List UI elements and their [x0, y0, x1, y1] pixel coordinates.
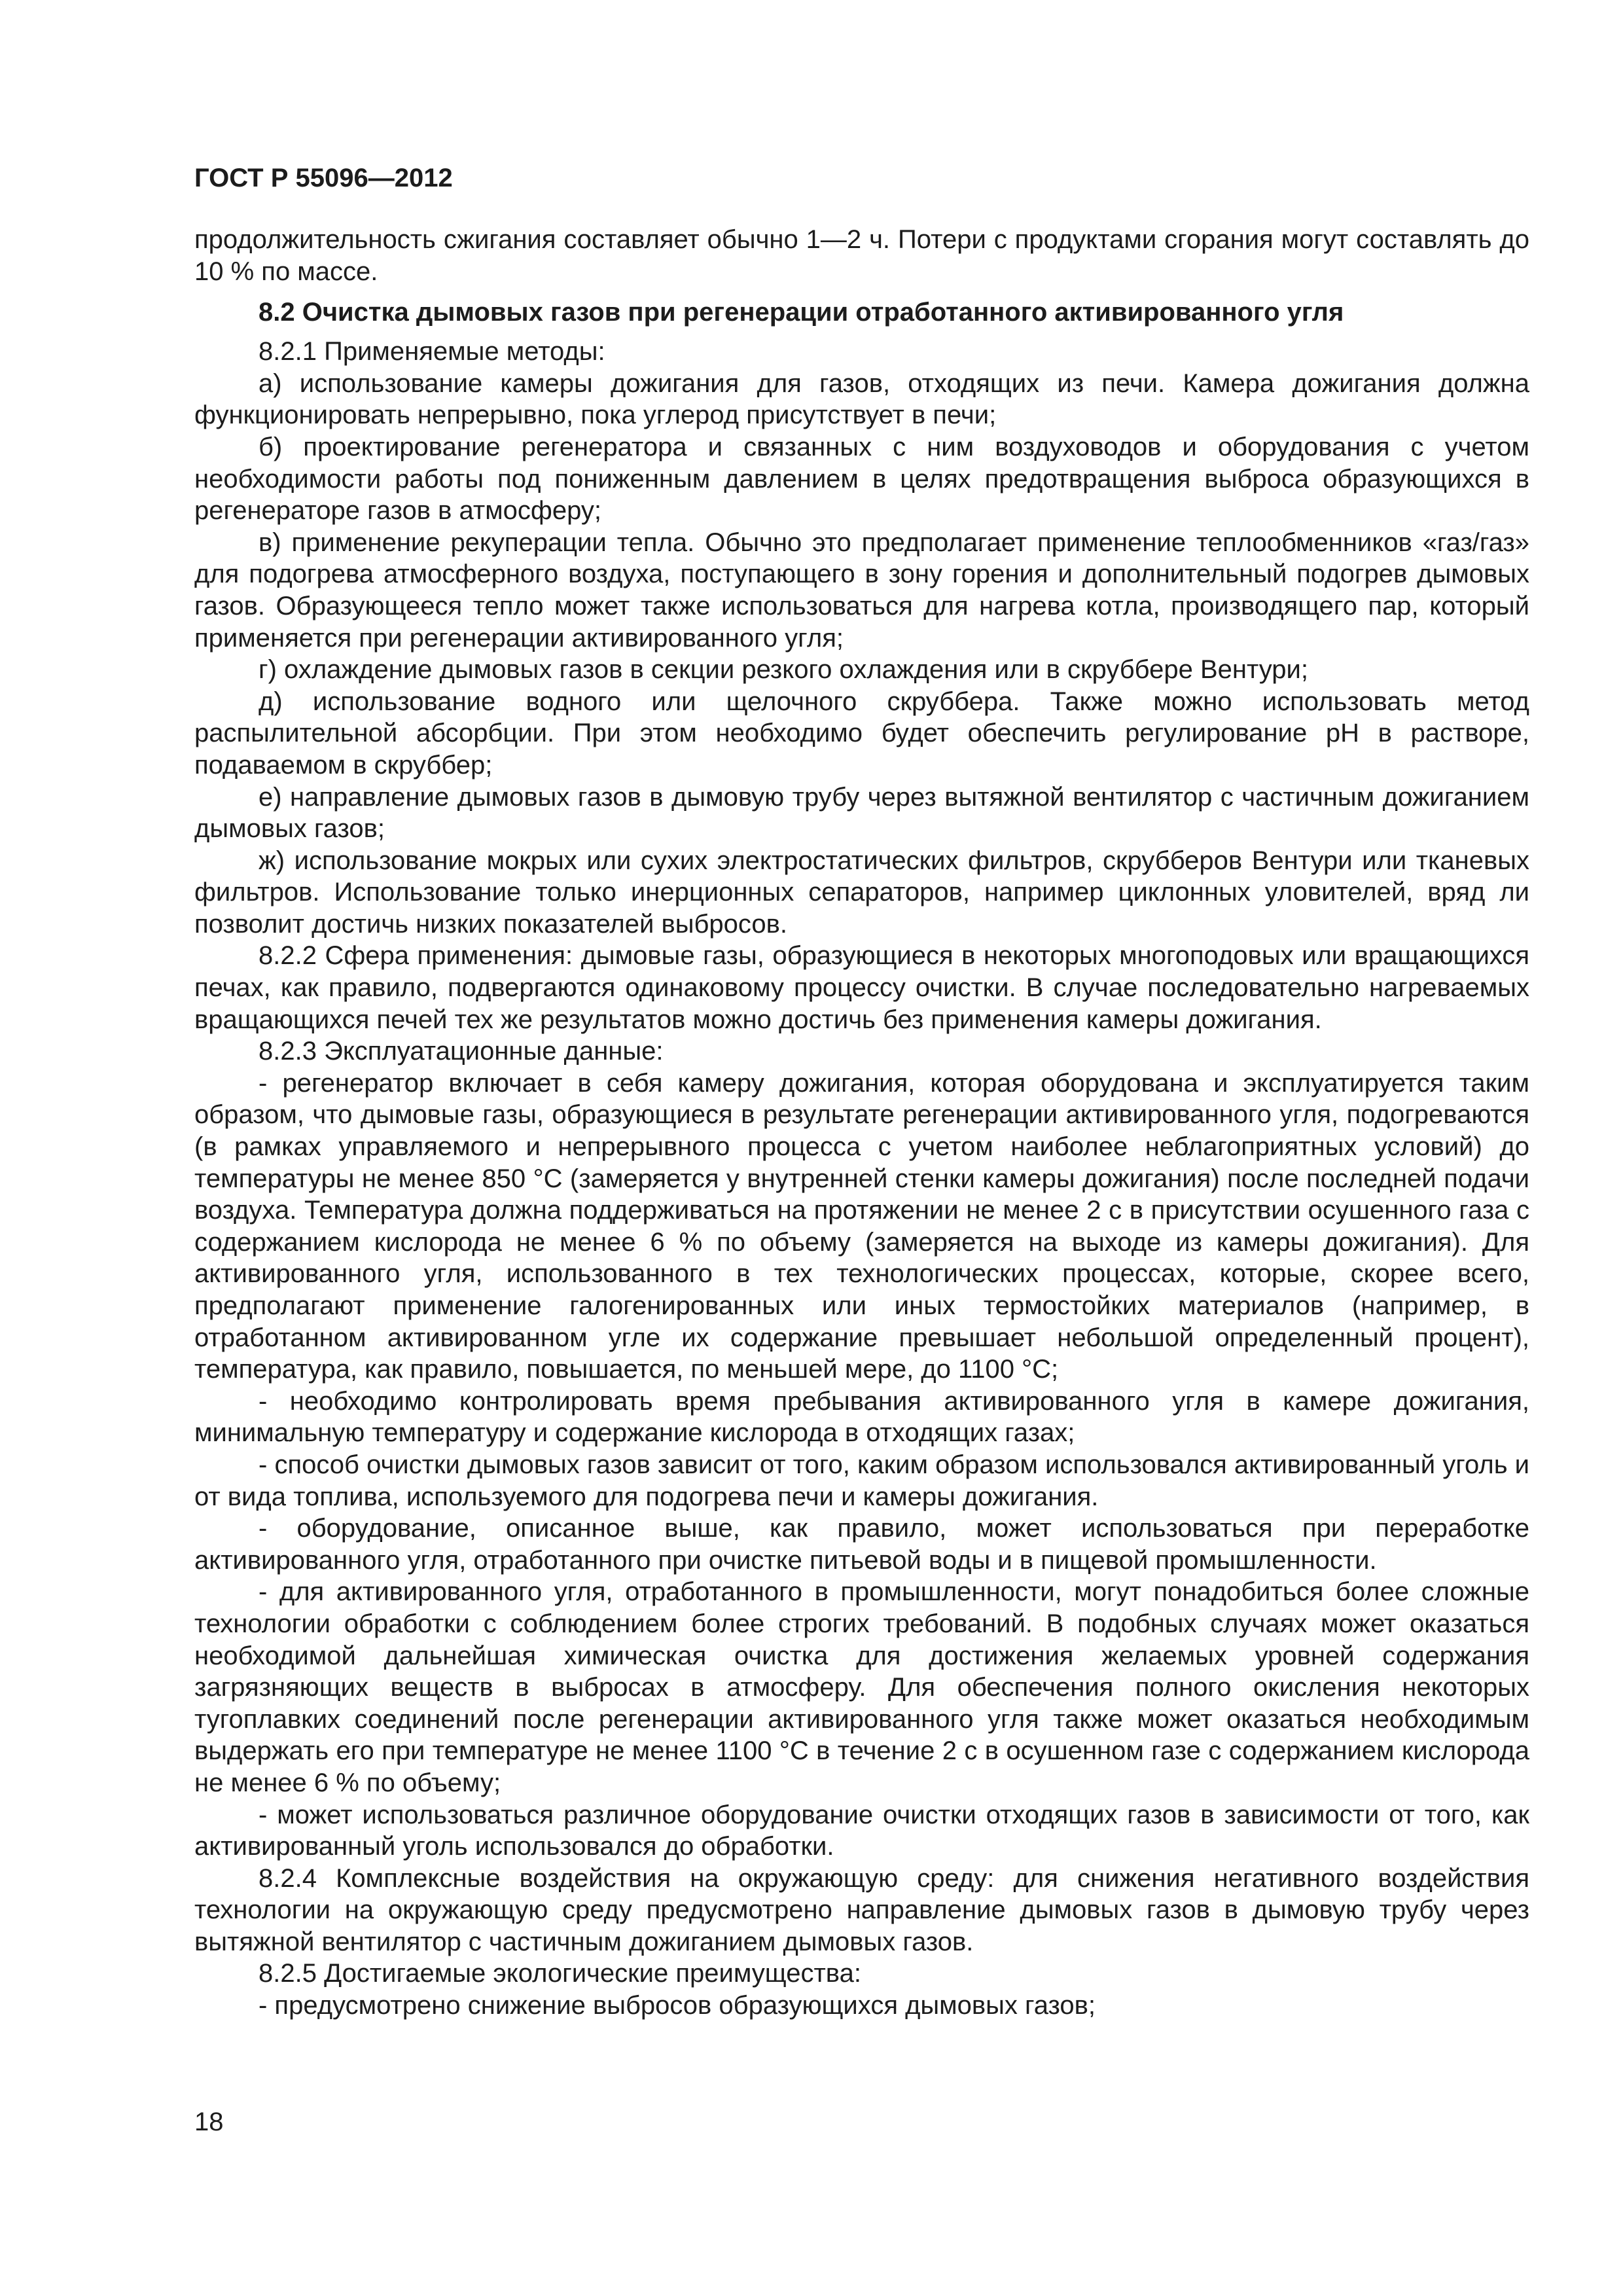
paragraph: 8.2.5 Достигаемые экологические преимущества:: [259, 1959, 861, 1988]
paragraph: - предусмотрено снижение выбросов образующихся дымовых газов;: [259, 1991, 1096, 2020]
paragraph: - способ очистки дымовых газов зависит от того, каким образом использовался активированный уголь и от вида топлива, используемого для подогрева печи и камеры дожигания.: [194, 1450, 1529, 1511]
paragraph: г) охлаждение дымовых газов в секции резкого охлаждения или в скруббере Вентури;: [259, 655, 1308, 685]
paragraph: а) использование камеры дожигания для газов, отходящих из печи. Камера дожигания должна функционировать непрерывно, пока углерод присутствует в печи;: [194, 368, 1529, 430]
paragraph: б) проектирование регенератора и связанных с ним воздуховодов и оборудования с учетом необходимости работы под пониженным давлением в целях предотвращения выброса образующихся в регенераторе газов в атмосферу;: [194, 432, 1529, 526]
paragraph: - необходимо контролировать время пребывания активированного угля в камере дожигания, минимальную температуру и содержание кислорода в отходящих газах;: [194, 1386, 1529, 1448]
paragraph: в) применение рекуперации тепла. Обычно это предполагает применение теплообменников «газ/газ» для подогрева атмосферного воздуха, поступающего в зону горения и дополнительный подогрев дымовых газов. Образующееся тепло может также использоваться для нагрева котла, производящего пар, который применяется при регенерации активированного угля;: [194, 528, 1529, 653]
paragraph: 8.2.1 Применяемые методы:: [259, 337, 605, 367]
paragraph: ж) использование мокрых или сухих электростатических фильтров, скрубберов Вентури или тканевых фильтров. Использование только инерционных сепараторов, например циклонных уловителей, вряд ли позволит достичь низких показателей выбросов.: [194, 846, 1529, 939]
paragraph: 8.2.2 Сфера применения: дымовые газы, образующиеся в некоторых многоподовых или вращающихся печах, как правило, подвергаются одинаковому процессу очистки. В случае последовательно нагреваемых вращающихся печей тех же результатов можно достичь без применения камеры дожигания.: [194, 941, 1529, 1034]
document-header: ГОСТ Р 55096—2012: [194, 164, 453, 192]
document-body: [194, 224, 1529, 2022]
page-number: 18: [194, 2108, 224, 2136]
paragraph: - может использоваться различное оборудование очистки отходящих газов в зависимости от того, как активированный уголь использовался до обработки.: [194, 1800, 1529, 1861]
paragraph-continuation: продолжительность сжигания составляет обычно 1—2 ч. Потери с продуктами сгорания могут составлять до 10 % по массе.: [194, 225, 1529, 286]
paragraph: - регенератор включает в себя камеру дожигания, которая оборудована и эксплуатируется таким образом, что дымовые газы, образующиеся в результате регенерации активированного угля, подогреваются (в рамках управляемого и непрерывного процесса с учетом наиболее неблагоприятных условий) до температуры не менее 850 °С (замеряется у внутренней стенки камеры дожигания) после последней подачи воздуха. Температура должна поддерживаться на протяжении не менее 2 с в присутствии осушенного газа с содержанием кислорода не менее 6 % по объему (замеряется на выходе из камеры дожигания). Для активированного угля, использованного в тех технологических процессах, которые, скорее всего, предполагают применение галогенированных или иных термостойких материалов (например, в отработанном активированном угле их содержание превышает небольшой определенный процент), температура, как правило, повышается, по меньшей мере, до 1100 °С;: [194, 1068, 1529, 1384]
paragraph: 8.2.4 Комплексные воздействия на окружающую среду: для снижения негативного воздействия технологии на окружающую среду предусмотрено направление дымовых газов в дымовую трубу через вытяжной вентилятор с частичным дожиганием дымовых газов.: [194, 1863, 1529, 1956]
paragraph: д) использование водного или щелочного скруббера. Также можно использовать метод распылительной абсорбции. При этом необходимо будет обеспечить регулирование pH в растворе, подаваемом в скруббер;: [194, 687, 1529, 780]
paragraph: - для активированного угля, отработанного в промышленности, могут понадобиться более сложные технологии обработки с соблюдением более строгих требований. В подобных случаях может оказаться необходимой дальнейшая химическая очистка для достижения желаемых уровней содержания загрязняющих веществ в выбросах в атмосферу. Для обеспечения полного окисления некоторых тугоплавких соединений после регенерации активированного угля также может оказаться необходимым выдержать его при температуре не менее 1100 °С в течение 2 с в осушенном газе с содержанием кислорода не менее 6 % по объему;: [194, 1577, 1529, 1797]
paragraph: - оборудование, описанное выше, как правило, может использоваться при переработке активированного угля, отработанного при очистке питьевой воды и в пищевой промышленности.: [194, 1514, 1529, 1575]
paragraph: е) направление дымовых газов в дымовую трубу через вытяжной вентилятор с частичным дожиганием дымовых газов;: [194, 782, 1529, 844]
section-heading: 8.2 Очистка дымовых газов при регенерации отработанного активированного угля: [259, 298, 1344, 327]
paragraph: 8.2.3 Эксплуатационные данные:: [259, 1037, 664, 1066]
